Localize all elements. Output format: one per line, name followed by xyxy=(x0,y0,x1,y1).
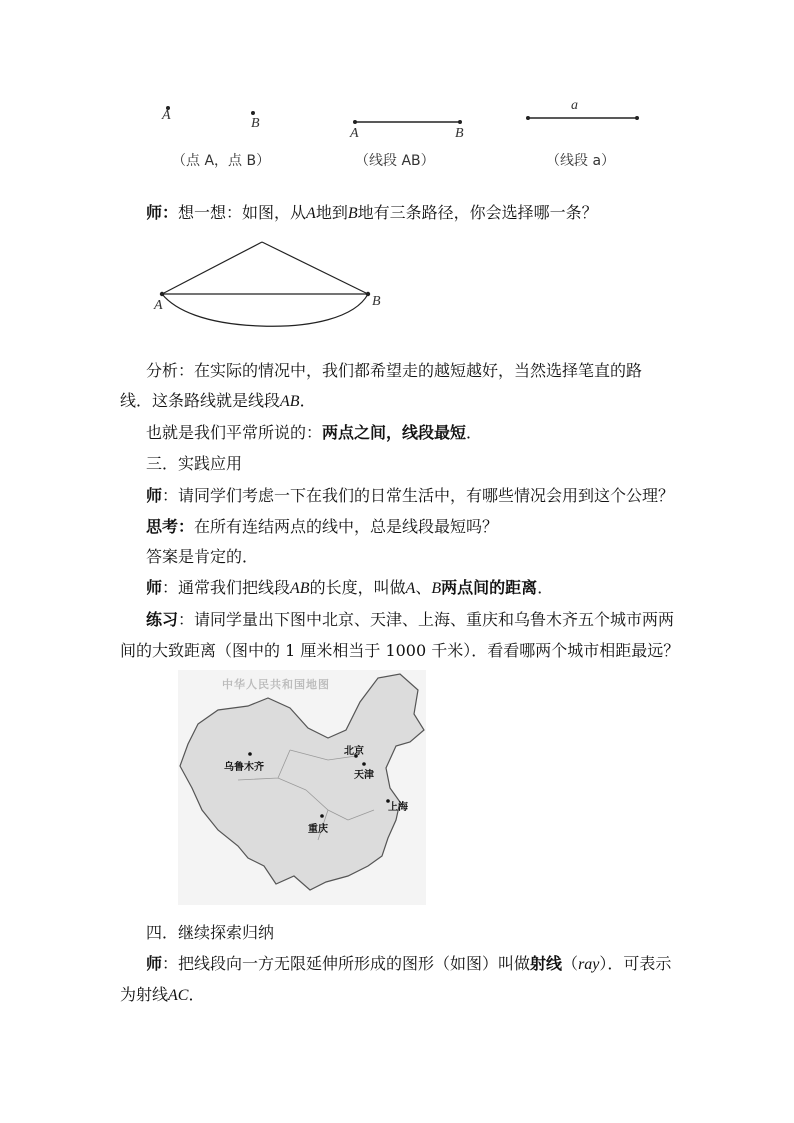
distance-definition xyxy=(146,577,553,600)
speaker-teacher: 师： xyxy=(146,203,179,222)
path-label-b: B xyxy=(372,294,381,309)
axiom-line xyxy=(146,422,482,444)
segment-ab-endpoint-a xyxy=(353,120,357,124)
caption-points: （点 A，点 B） xyxy=(172,153,271,169)
city-label-urumqi: 乌鲁木齐 xyxy=(224,762,264,773)
ray-text-2: ）．可表示 xyxy=(599,954,672,973)
analysis-line-1: 分析：在实际的情况中，我们都希望走的越短越好，当然选择笔直的路 xyxy=(146,361,643,380)
path-curve xyxy=(162,294,368,326)
city-label-tianjin: 天津 xyxy=(354,770,374,781)
ray-definition-line-1 xyxy=(146,953,671,976)
question-three-paths xyxy=(146,202,598,225)
segment-a-endpoint-left xyxy=(526,116,530,120)
ray-text-1: ：把线段向一方无限延伸所形成的图形（如图）叫做 xyxy=(162,954,531,973)
section-4-heading: 四．继续探索归纳 xyxy=(146,923,275,942)
distance-sep: 、 xyxy=(415,578,432,597)
path-label-a: A xyxy=(154,298,163,313)
city-dot-chongqing xyxy=(320,814,324,818)
var-ac: AC xyxy=(168,987,189,1004)
path-point-b xyxy=(366,292,370,296)
exercise-line-2: 间的大致距离（图中的 1 厘米相当于 1000 千米）．看看哪两个城市相距最远？ xyxy=(120,641,680,660)
path-upper-left xyxy=(162,242,262,294)
city-dot-urumqi xyxy=(248,752,252,756)
think-label: 思考： xyxy=(146,517,195,536)
segment-ab-label-b: B xyxy=(455,126,464,141)
path-upper-right xyxy=(262,242,368,294)
var-ab: AB xyxy=(280,393,300,410)
ray-term: 射线 xyxy=(530,954,563,973)
speaker-teacher: 师 xyxy=(146,954,163,973)
path-point-a xyxy=(160,292,164,296)
exercise-label: 练习 xyxy=(146,610,179,629)
china-map-drawing xyxy=(178,670,426,905)
think-text: 在所有连结两点的线中，总是线段最短吗？ xyxy=(194,517,499,536)
answer-line: 答案是肯定的． xyxy=(146,547,259,566)
distance-text-1: ：通常我们把线段 xyxy=(162,578,291,597)
axiom-bold: 两点之间，线段最短 xyxy=(322,423,467,442)
question-text-3: 地有三条路径，你会选择哪一条？ xyxy=(357,203,598,222)
point-a-label: A xyxy=(162,108,171,123)
distance-end: ． xyxy=(537,578,554,597)
distance-term: 两点间的距离 xyxy=(441,578,538,597)
var-a: A xyxy=(306,205,316,222)
segment-a-label: a xyxy=(571,98,578,113)
caption-segment-ab: （线段 AB） xyxy=(355,153,435,169)
speaker-teacher: 师 xyxy=(146,486,163,505)
ray-paren: （ xyxy=(562,954,579,973)
exercise-line-1 xyxy=(146,609,674,631)
teacher-question-text: ：请同学们考虑一下在我们的日常生活中，有哪些情况会用到这个公理？ xyxy=(162,486,675,505)
question-text-2: 地到 xyxy=(315,203,348,222)
distance-text-2: 的长度，叫做 xyxy=(309,578,406,597)
map-title: 中华人民共和国地图 xyxy=(222,678,330,691)
city-label-chongqing: 重庆 xyxy=(308,824,328,835)
question-text-1: 想一想：如图，从 xyxy=(178,203,307,222)
segment-a-endpoint-right xyxy=(635,116,639,120)
var-b: B xyxy=(431,580,442,597)
ray-english: ray xyxy=(578,956,600,973)
var-a: A xyxy=(405,580,416,597)
segment-ab-label-a: A xyxy=(350,126,359,141)
three-paths-figure xyxy=(150,238,390,338)
var-ab: AB xyxy=(290,580,310,597)
city-label-beijing: 北京 xyxy=(344,746,364,757)
teacher-question xyxy=(146,485,674,507)
city-label-shanghai: 上海 xyxy=(388,802,408,813)
var-b: B xyxy=(347,205,358,222)
ray-end: ． xyxy=(188,985,205,1004)
point-b-dot xyxy=(251,111,255,115)
segment-ab-endpoint-b xyxy=(458,120,462,124)
exercise-text-1: ：请同学量出下图中北京、天津、上海、重庆和乌鲁木齐五个城市两两 xyxy=(178,610,675,629)
points-segments-figure xyxy=(150,92,650,192)
ray-definition-line-2 xyxy=(120,984,204,1007)
axiom-text: 也就是我们平常所说的： xyxy=(146,423,323,442)
three-paths-drawing xyxy=(150,238,390,338)
axiom-end: ． xyxy=(466,423,483,442)
speaker-teacher: 师 xyxy=(146,578,163,597)
analysis-text: 线．这条路线就是线段 xyxy=(120,391,281,410)
caption-segment-a: （线段 a） xyxy=(546,153,616,169)
analysis-line-2 xyxy=(120,390,316,413)
think-question xyxy=(146,516,498,538)
china-map xyxy=(178,670,426,905)
analysis-end: ． xyxy=(299,391,316,410)
point-b-label: B xyxy=(251,116,260,131)
ray-text-3: 为射线 xyxy=(120,985,169,1004)
section-3-heading: 三．实践应用 xyxy=(146,454,243,473)
